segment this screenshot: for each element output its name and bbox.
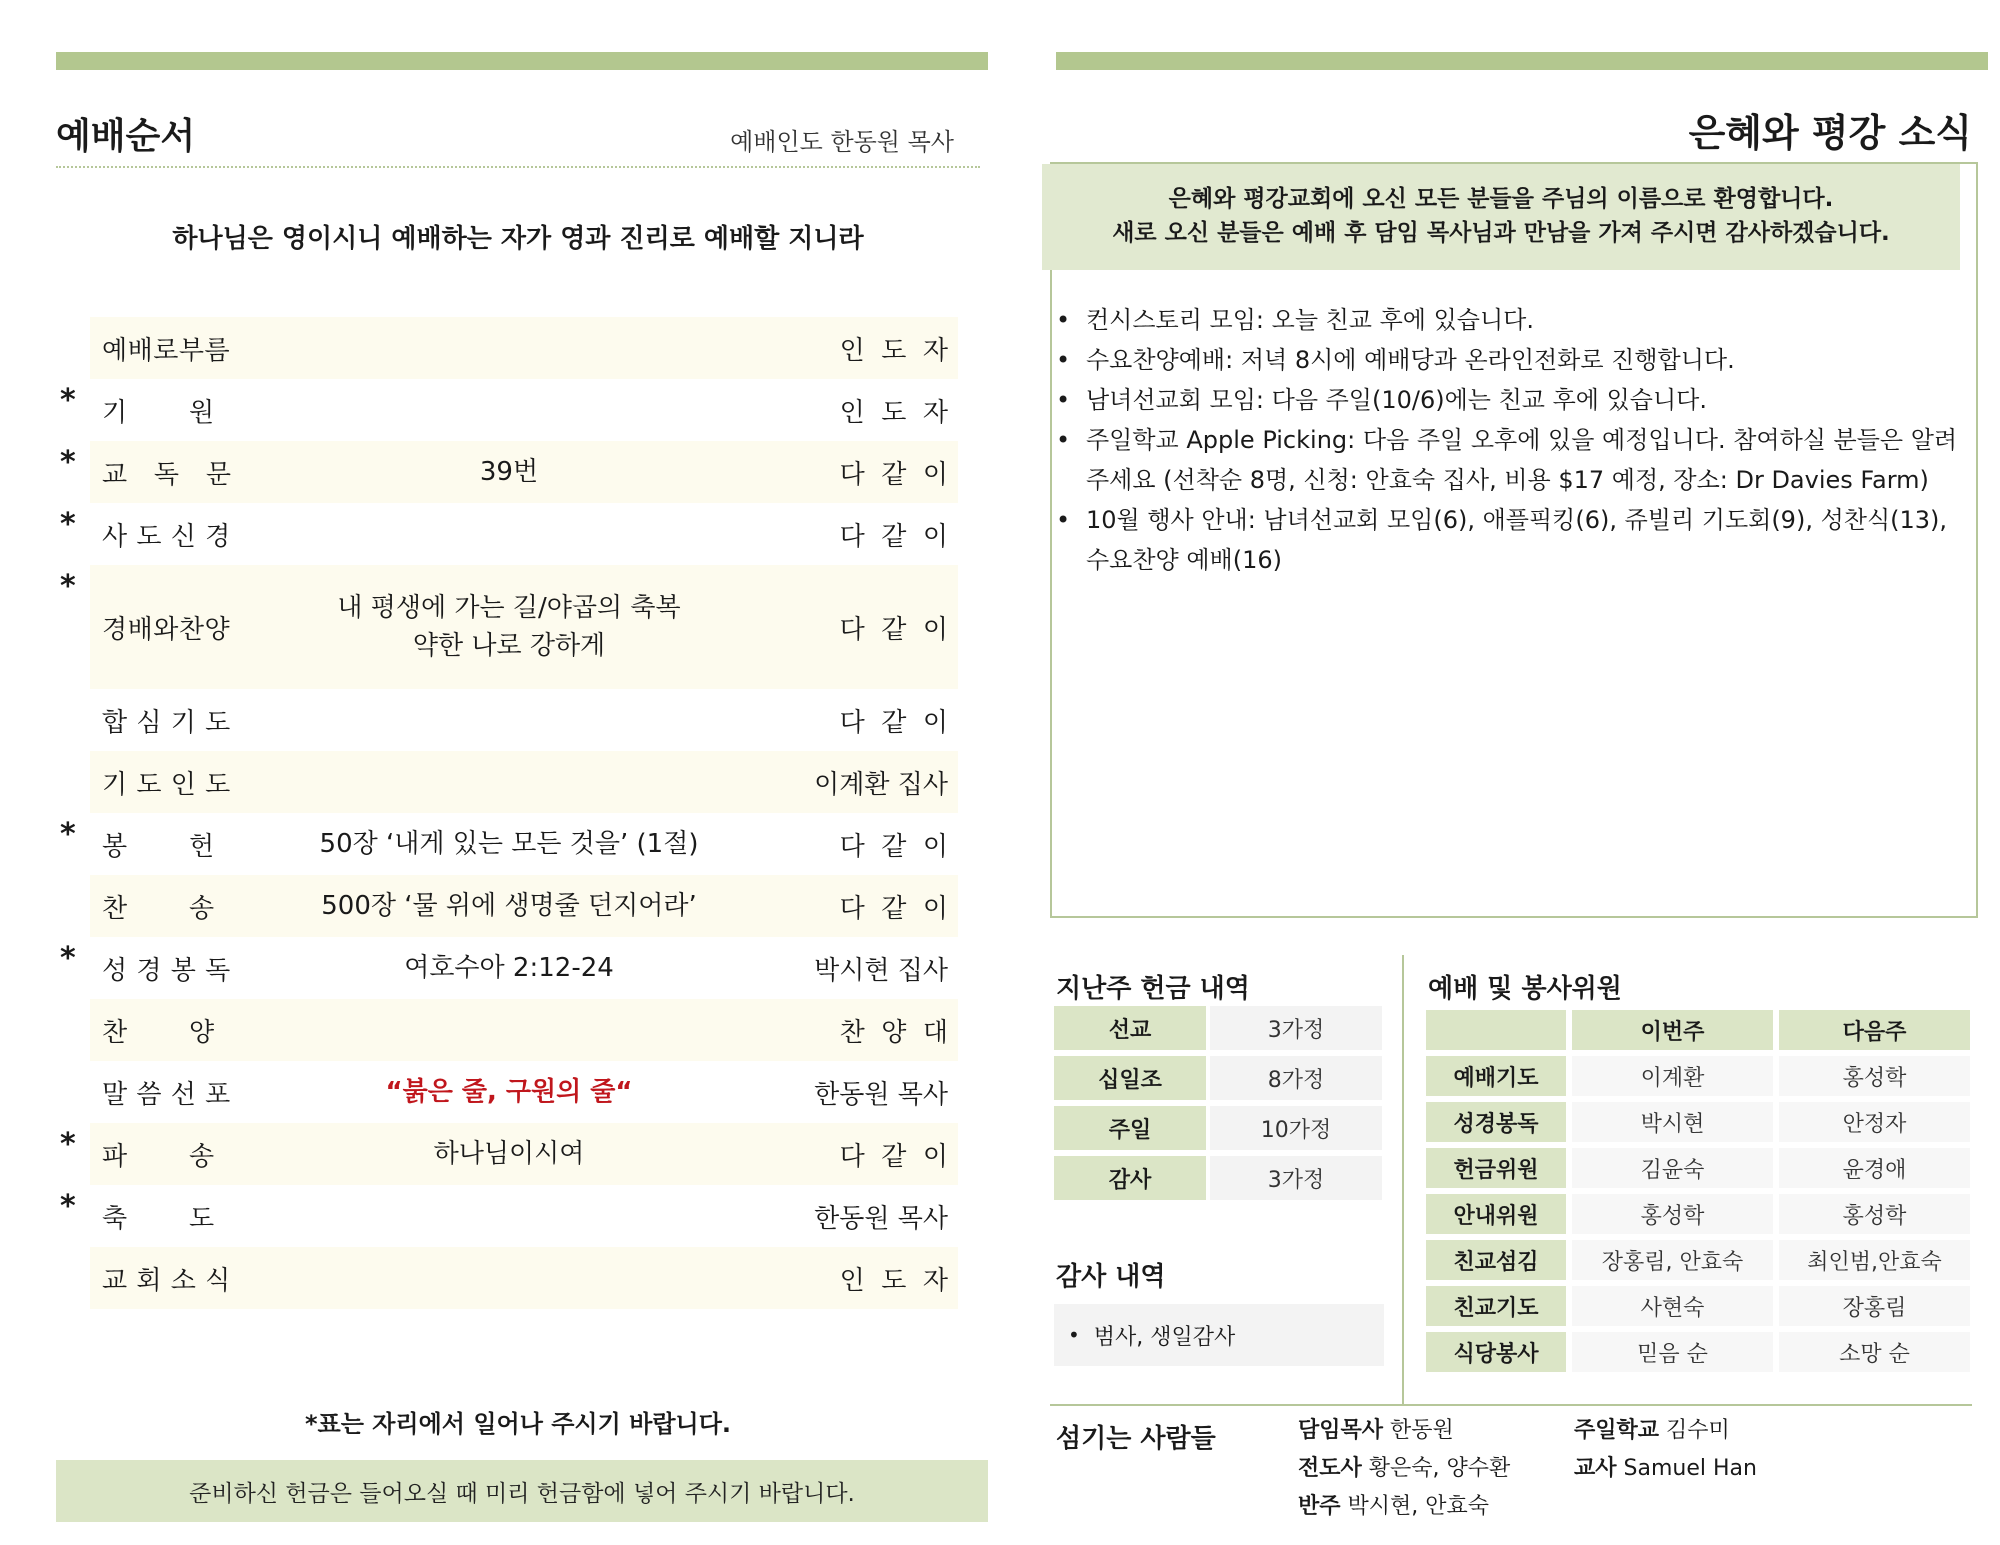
news-list	[1054, 300, 1960, 580]
serve-header-cell	[1426, 1010, 1566, 1050]
order-item-name: 경배와찬양	[102, 614, 231, 645]
serve-this-week: 김윤숙	[1572, 1148, 1773, 1188]
order-item-leader: 박시현 집사	[814, 955, 948, 986]
serve-role: 식당봉사	[1426, 1332, 1566, 1372]
order-row	[60, 565, 958, 689]
column-divider	[1402, 955, 1404, 1405]
order-row	[90, 875, 958, 937]
serve-next-week: 소망 순	[1779, 1332, 1970, 1372]
order-item-content: 50장 ‘내게 있는 모든 것을’ (1절)	[319, 829, 699, 859]
serve-next-week: 홍성학	[1779, 1056, 1970, 1096]
order-row	[60, 441, 958, 503]
staff-title: 섬기는 사람들	[1056, 1424, 1216, 1454]
order-item-content: 39번	[479, 457, 539, 487]
stand-marker: *	[60, 507, 76, 542]
order-item-name: 성 경 봉 독	[102, 955, 231, 986]
order-row	[60, 937, 958, 999]
serve-role: 헌금위원	[1426, 1148, 1566, 1188]
order-item-name: 사 도 신 경	[102, 521, 231, 552]
order-item-content: 500장 ‘물 위에 생명줄 던지어라’	[321, 891, 697, 921]
serve-next-week: 최인범,안효숙	[1779, 1240, 1970, 1280]
order-item-content: “붉은 줄, 구원의 줄“	[385, 1077, 633, 1107]
welcome-line-2: 새로 오신 분들은 예배 후 담임 목사님과 만남을 가져 주시면 감사하겠습니다.	[1112, 220, 1890, 246]
staff-teacher: 교사 Samuel Han	[1574, 1456, 1757, 1481]
stand-marker: *	[60, 1127, 76, 1162]
stand-marker: *	[60, 1189, 76, 1224]
serve-row	[1426, 1102, 1970, 1142]
offering-row	[1054, 1156, 1382, 1200]
title-divider	[56, 166, 980, 168]
order-row	[60, 1123, 958, 1185]
offering-category: 십일조	[1054, 1056, 1206, 1100]
bullet-icon: •	[1068, 1323, 1080, 1347]
order-item-leader: 다 같 이	[839, 707, 948, 738]
news-item: • 남녀선교회 모임: 다음 주일(10/6)에는 친교 후에 있습니다.	[1054, 380, 1960, 420]
order-item-name: 합 심 기 도	[102, 707, 231, 738]
order-row	[90, 751, 958, 813]
order-item-name: 봉 헌	[102, 831, 215, 862]
order-row	[90, 689, 958, 751]
staff-pastor: 담임목사 한동원	[1298, 1418, 1454, 1443]
staff-evangelist: 전도사 황은숙, 양수환	[1298, 1456, 1511, 1481]
serve-header-cell: 다음주	[1779, 1010, 1970, 1050]
serve-row	[1426, 1194, 1970, 1234]
order-row	[60, 379, 958, 441]
serve-row	[1426, 1332, 1970, 1372]
stand-note: *표는 자리에서 일어나 주시기 바랍니다.	[304, 1410, 732, 1438]
offering-note: 준비하신 헌금은 들어오실 때 미리 헌금함에 넣어 주시기 바랍니다.	[56, 1460, 988, 1522]
order-row	[90, 999, 958, 1061]
serve-next-week: 장홍림	[1779, 1286, 1970, 1326]
offering-title: 지난주 헌금 내역	[1056, 974, 1250, 1004]
offering-count: 3가정	[1210, 1006, 1382, 1050]
order-item-name: 교 독 문	[102, 459, 232, 490]
order-item-leader: 다 같 이	[839, 521, 948, 552]
serve-role: 친교섬김	[1426, 1240, 1566, 1280]
order-item-content: 하나님이시여	[433, 1139, 585, 1169]
serve-next-week: 안정자	[1779, 1102, 1970, 1142]
welcome-line-1: 은혜와 평강교회에 오신 모든 분들을 주님의 이름으로 환영합니다.	[1168, 186, 1834, 212]
staff-divider	[1050, 1404, 1972, 1406]
order-item-leader: 다 같 이	[839, 614, 948, 645]
stand-marker: *	[60, 383, 76, 418]
thanks-item: 범사, 생일감사	[1093, 1324, 1236, 1350]
stand-marker: *	[60, 445, 76, 480]
order-item-leader: 찬 양 대	[839, 1017, 948, 1048]
left-top-bar	[56, 52, 988, 70]
stand-marker: *	[60, 569, 76, 604]
news-item: • 컨시스토리 모임: 오늘 친교 후에 있습니다.	[1054, 300, 1960, 340]
serve-table	[1420, 1004, 1976, 1378]
serve-role: 예배기도	[1426, 1056, 1566, 1096]
order-item-name: 기 도 인 도	[102, 769, 231, 800]
thanks-title: 감사 내역	[1056, 1262, 1166, 1292]
serve-this-week: 장홍림, 안효숙	[1572, 1240, 1773, 1280]
worship-leader: 예배인도 한동원 목사	[730, 128, 954, 156]
serve-row	[1426, 1056, 1970, 1096]
news-title: 은혜와 평강 소식	[1688, 111, 1972, 155]
order-item-name: 축 도	[102, 1203, 215, 1234]
serve-next-week: 윤경애	[1779, 1148, 1970, 1188]
order-item-leader: 인 도 자	[839, 397, 948, 428]
serve-role: 성경봉독	[1426, 1102, 1566, 1142]
worship-order-title: 예배순서	[56, 116, 196, 157]
right-top-bar	[1056, 52, 1988, 70]
offering-count: 10가정	[1210, 1106, 1382, 1150]
order-row	[60, 503, 958, 565]
serve-this-week: 사현숙	[1572, 1286, 1773, 1326]
staff-col-1	[1298, 1412, 1510, 1526]
order-item-name: 찬 송	[102, 893, 215, 924]
order-row	[90, 1061, 958, 1123]
stand-marker: *	[60, 817, 76, 852]
serve-next-week: 홍성학	[1779, 1194, 1970, 1234]
stand-marker: *	[60, 941, 76, 976]
order-item-leader: 다 같 이	[839, 1141, 948, 1172]
staff-accompanist: 반주 박시현, 안효숙	[1298, 1494, 1490, 1519]
offering-category: 선교	[1054, 1006, 1206, 1050]
scripture-verse: 하나님은 영이시니 예배하는 자가 영과 진리로 예배할 지니라	[172, 224, 864, 254]
offering-count: 3가정	[1210, 1156, 1382, 1200]
news-item: • 10월 행사 안내: 남녀선교회 모임(6), 애플픽킹(6), 쥬빌리 기도회(9), 성찬식(13), 수요찬양 예배(16)	[1054, 500, 1960, 580]
order-item-leader: 인 도 자	[839, 1265, 948, 1296]
order-item-name: 교 회 소 식	[102, 1265, 231, 1296]
order-item-leader: 한동원 목사	[814, 1079, 948, 1110]
order-item-leader: 이계환 집사	[814, 769, 948, 800]
order-item-leader: 인 도 자	[839, 335, 948, 366]
order-row	[60, 1185, 958, 1247]
serve-this-week: 이계환	[1572, 1056, 1773, 1096]
offering-count: 8가정	[1210, 1056, 1382, 1100]
welcome-banner	[1042, 164, 1960, 270]
serve-header-row	[1426, 1010, 1970, 1050]
serve-role: 안내위원	[1426, 1194, 1566, 1234]
order-item-leader: 다 같 이	[839, 893, 948, 924]
offering-category: 주일	[1054, 1106, 1206, 1150]
staff-sunday-school: 주일학교 김수미	[1574, 1418, 1730, 1443]
thanks-list	[1054, 1304, 1384, 1366]
serve-this-week: 박시현	[1572, 1102, 1773, 1142]
offering-row	[1054, 1006, 1382, 1050]
offering-row	[1054, 1106, 1382, 1150]
offering-category: 감사	[1054, 1156, 1206, 1200]
order-item-name: 파 송	[102, 1141, 215, 1172]
order-item-content: 여호수아 2:12-24	[404, 953, 614, 983]
order-item-leader: 다 같 이	[839, 831, 948, 862]
order-row	[90, 1247, 958, 1309]
order-item-name: 예배로부름	[102, 335, 231, 366]
serve-row	[1426, 1240, 1970, 1280]
worship-order-list	[60, 317, 958, 1309]
order-item-name: 기 원	[102, 397, 215, 428]
serve-title: 예배 및 봉사위원	[1428, 974, 1622, 1004]
offering-table	[1050, 1000, 1386, 1206]
order-item-name: 찬 양	[102, 1017, 215, 1048]
serve-this-week: 홍성학	[1572, 1194, 1773, 1234]
offering-row	[1054, 1056, 1382, 1100]
serve-this-week: 믿음 순	[1572, 1332, 1773, 1372]
news-item: • 주일학교 Apple Picking: 다음 주일 오후에 있을 예정입니다. 참여하실 분들은 알려주세요 (선착순 8명, 신청: 안효숙 집사, 비용 $17 예정, 장소: Dr Davies Farm)	[1054, 420, 1960, 500]
order-item-leader: 한동원 목사	[814, 1203, 948, 1234]
order-item-name: 말 씀 선 포	[102, 1079, 231, 1110]
staff-col-2	[1574, 1412, 1757, 1488]
serve-row	[1426, 1286, 1970, 1326]
news-item: • 수요찬양예배: 저녁 8시에 예배당과 온라인전화로 진행합니다.	[1054, 340, 1960, 380]
serve-role: 친교기도	[1426, 1286, 1566, 1326]
order-row	[90, 317, 958, 379]
order-row	[60, 813, 958, 875]
serve-row	[1426, 1148, 1970, 1188]
serve-header-cell: 이번주	[1572, 1010, 1773, 1050]
order-item-leader: 다 같 이	[839, 459, 948, 490]
order-item-content: 내 평생에 가는 길/야곱의 축복 약한 나로 강하게	[337, 593, 681, 661]
